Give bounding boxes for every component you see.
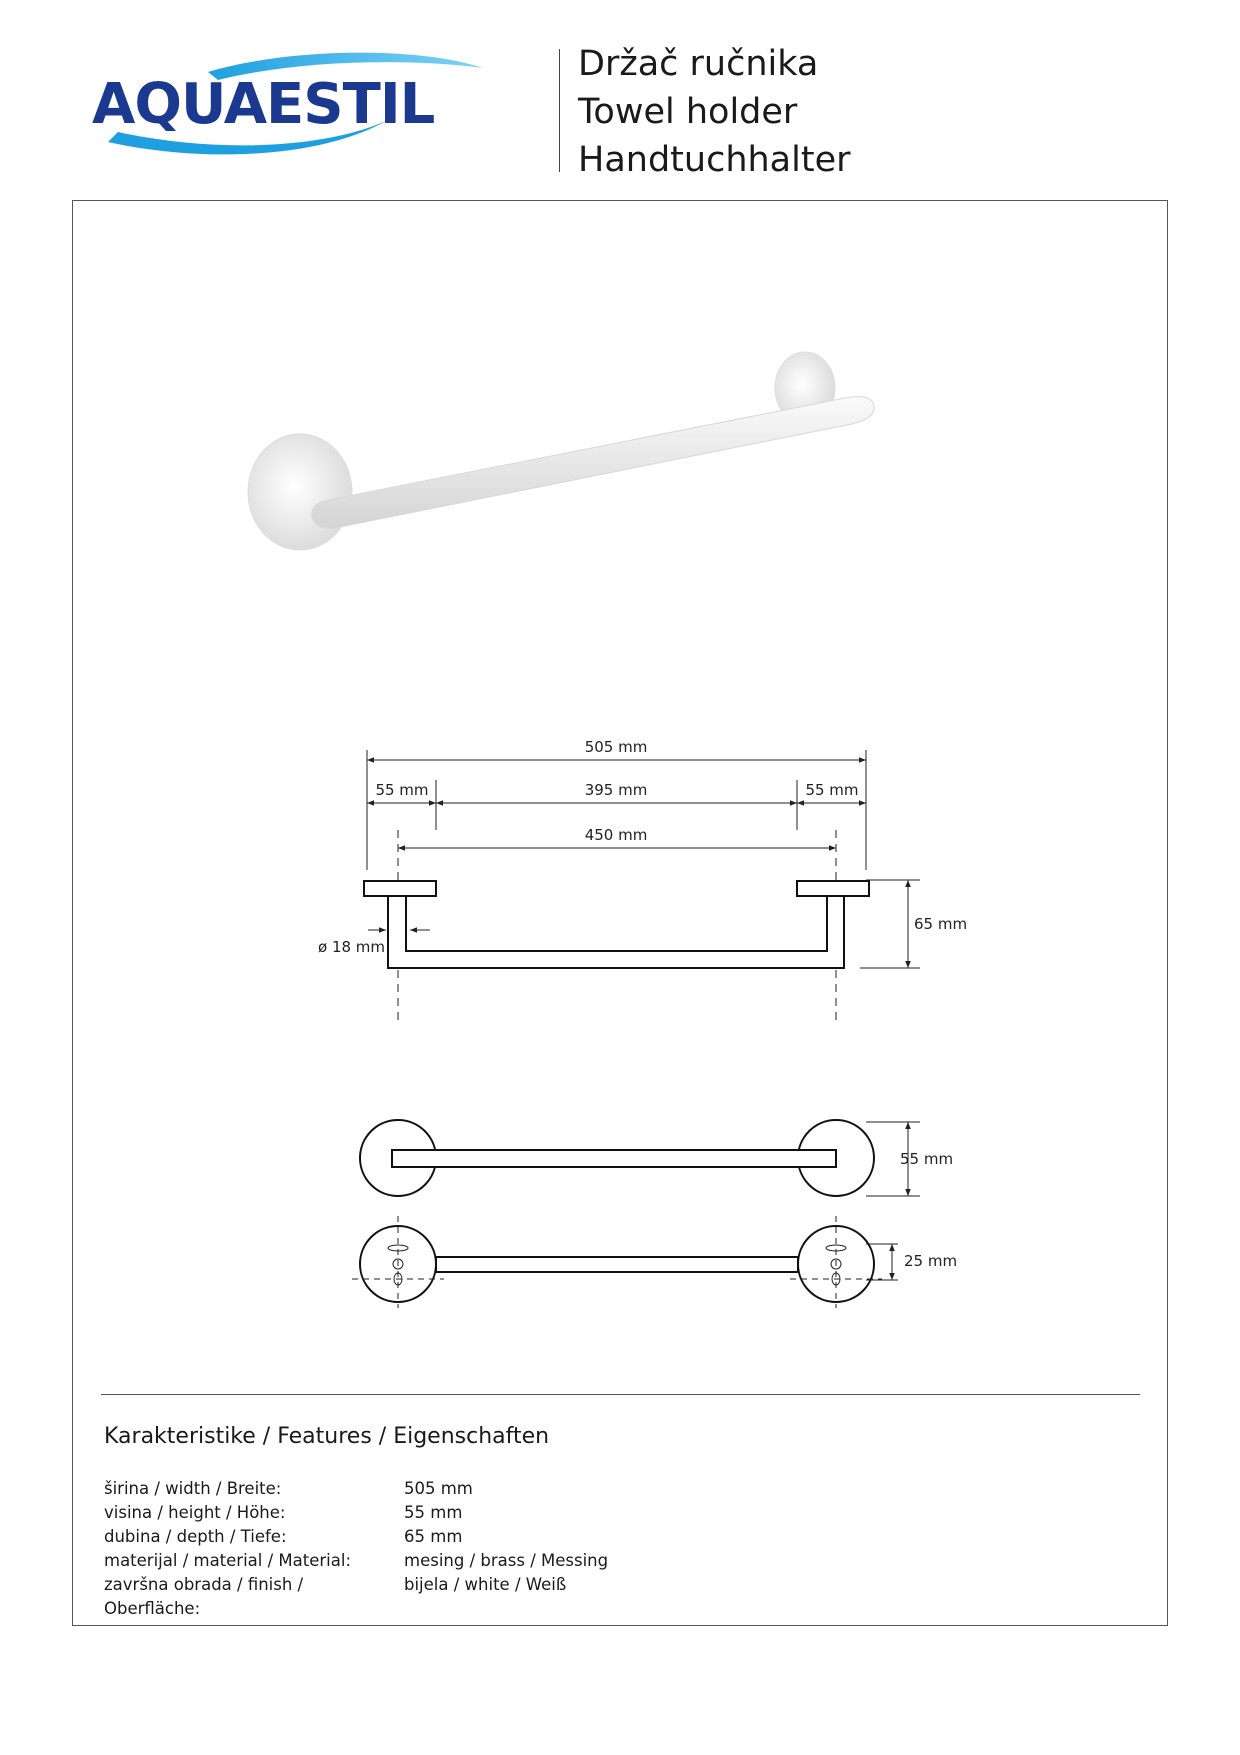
dim-left-rosette: 55 mm — [375, 781, 429, 799]
dim-height: 55 mm — [900, 1150, 954, 1168]
side-view — [364, 881, 869, 968]
top-view — [360, 1120, 874, 1196]
product-title — [578, 40, 851, 184]
spec-row-finish — [104, 1573, 608, 1621]
spec-row-depth — [104, 1525, 608, 1549]
spec-label: visina / height / Höhe: — [104, 1503, 286, 1522]
back-view — [360, 1226, 874, 1302]
spec-value: mesing / brass / Messing — [404, 1551, 609, 1570]
spec-row-material — [104, 1549, 608, 1573]
dim-right-rosette: 55 mm — [805, 781, 859, 799]
spec-value: 55 mm — [404, 1503, 463, 1522]
features-heading: Karakteristike / Features / Eigenschaften — [104, 1424, 550, 1449]
dim-depth: 65 mm — [914, 915, 968, 933]
spec-label: širina / width / Breite: — [104, 1479, 282, 1498]
product-render — [240, 340, 1000, 580]
left-rosette-render — [248, 434, 352, 550]
spec-label: materijal / material / Material: — [104, 1551, 352, 1570]
logo-wordmark: AQUAESTIL — [92, 72, 435, 137]
title-german: Handtuchhalter — [578, 140, 851, 180]
title-croatian: Držač ručnika — [578, 44, 819, 84]
title-english: Towel holder — [578, 92, 798, 132]
towel-bar-render — [312, 397, 874, 529]
spec-value: 65 mm — [404, 1527, 463, 1546]
dim-tube-diameter: ø 18 mm — [318, 938, 386, 956]
aquaestil-logo — [88, 50, 508, 160]
header-divider — [559, 49, 560, 172]
spec-row-width — [104, 1477, 608, 1501]
technical-drawing — [300, 730, 1000, 1310]
dim-mount-offset: 25 mm — [904, 1252, 958, 1270]
dim-inner-span: 395 mm — [584, 781, 648, 799]
features-divider — [101, 1394, 1140, 1395]
spec-label: dubina / depth / Tiefe: — [104, 1527, 287, 1546]
dim-center-distance: 450 mm — [584, 826, 648, 844]
spec-label: završna obrada / finish / Oberfläche: — [104, 1575, 304, 1618]
spec-value: bijela / white / Weiß — [404, 1575, 567, 1594]
spec-table — [104, 1477, 608, 1621]
spec-value: 505 mm — [404, 1479, 473, 1498]
dim-overall-width: 505 mm — [584, 738, 648, 756]
spec-row-height — [104, 1501, 608, 1525]
